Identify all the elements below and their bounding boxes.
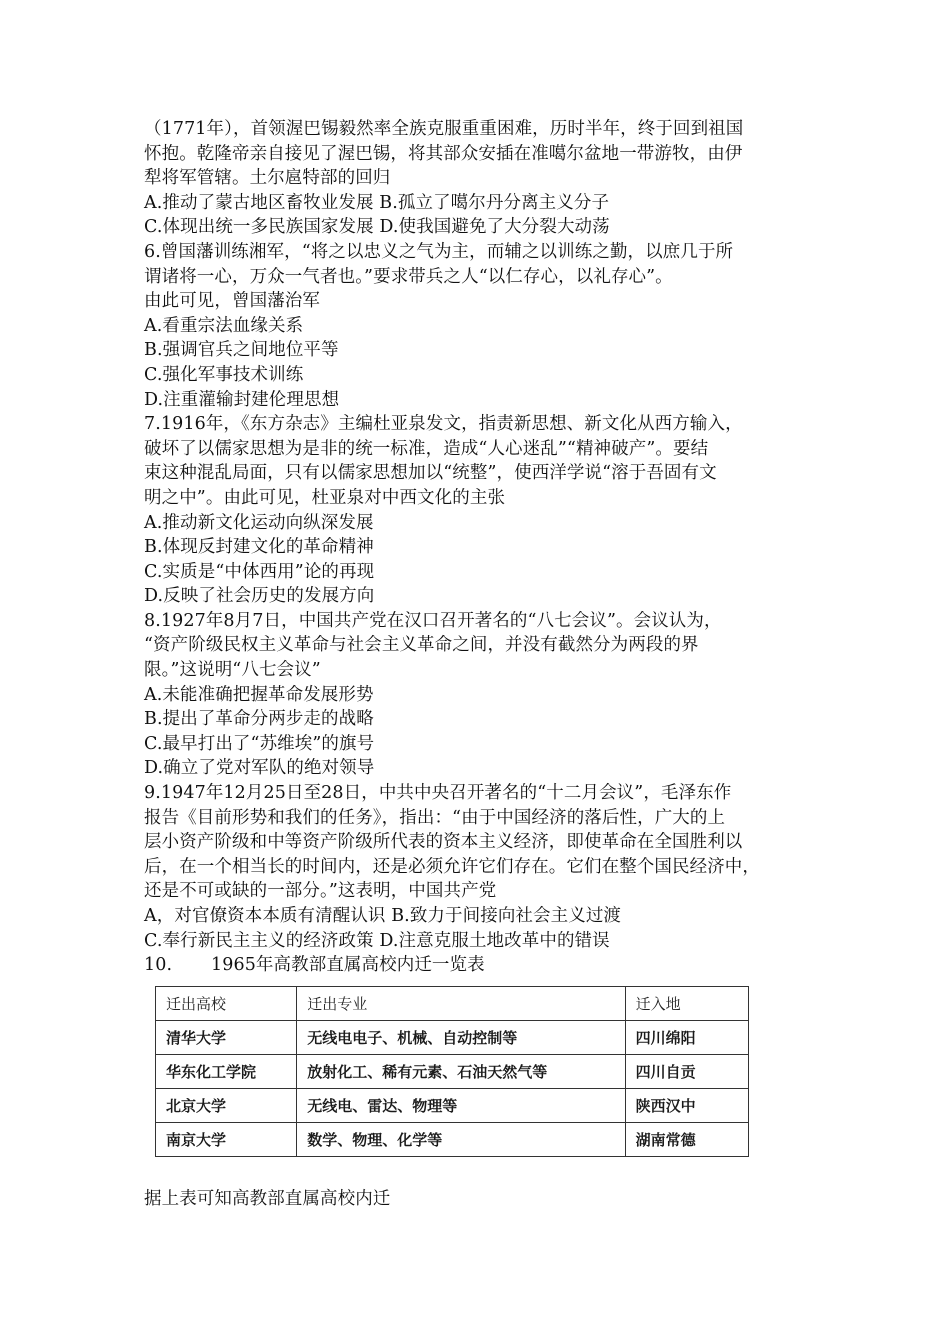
question-stem: 9.1947年12月25日至28日，中共中央召开著名的“十二月会议”，毛泽东作 (144, 783, 732, 804)
text-line: 限。”这说明“八七会议” (144, 660, 321, 681)
question-5-tail (144, 117, 810, 240)
header-cell-destination: 迁入地 (625, 986, 748, 1020)
text-line: （1771年），首领渥巴锡毅然率全族克服重重困难，历时半年，终于回到祖国 (144, 119, 744, 139)
option-c: C.最早打出了“苏维埃”的旗号 (144, 733, 375, 754)
option-d: D.注重灌输封建伦理思想 (144, 389, 340, 410)
cell-destination: 陕西汉中 (625, 1088, 748, 1122)
question-10-stem: 据上表可知高教部直属高校内迁 (144, 1188, 391, 1209)
text-line: 犁将军管辖。土尔扈特部的回归 (144, 168, 391, 189)
text-line: 后，在一个相当长的时间内，还是必须允许它们存在。它们在整个国民经济中， (144, 856, 760, 877)
text-line: 由此可见，曾国藩治军 (144, 291, 320, 312)
option-d: D.确立了党对军队的绝对领导 (144, 758, 375, 779)
question-number: 10. (144, 955, 173, 976)
option-d: D.反映了社会历史的发展方向 (144, 586, 375, 607)
option-b: B.强调官兵之间地位平等 (144, 340, 339, 361)
question-stem: 7.1916年，《东方杂志》主编杜亚泉发文，指责新思想、新文化从西方输入， (144, 414, 743, 435)
cell-destination: 四川自贡 (625, 1054, 748, 1088)
text-line: 束这种混乱局面，只有以儒家思想加以“统整”，使西洋学说“溶于吾固有文 (144, 463, 717, 484)
cell-school: 华东化工学院 (156, 1054, 297, 1088)
table-row (156, 1054, 749, 1088)
option-c: C.实质是“中体西用”论的再现 (144, 561, 375, 582)
option-a: A.未能准确把握革命发展形势 (144, 684, 374, 705)
option-a: A.推动新文化运动向纵深发展 (144, 512, 374, 533)
relocation-table (155, 986, 749, 1157)
question-7 (144, 412, 810, 609)
option-line: C.体现出统一多民族国家发展 D.使我国避免了大分裂大动荡 (144, 217, 610, 238)
option-b: B.体现反封建文化的革命精神 (144, 537, 374, 558)
text-line: 还是不可或缺的一部分。”这表明，中国共产党 (144, 881, 497, 902)
cell-school: 南京大学 (156, 1122, 297, 1156)
option-line: C.奉行新民主主义的经济政策 D.注意克服土地改革中的错误 (144, 930, 610, 951)
header-cell-school: 迁出高校 (156, 986, 297, 1020)
table-row (156, 1088, 749, 1122)
text-line: “资产阶级民权主义革命与社会主义革命之间，并没有截然分为两段的界 (144, 635, 699, 656)
cell-major: 无线电电子、机械、自动控制等 (297, 1020, 625, 1054)
text-line: 破坏了以儒家思想为是非的统一标准，造成“人心迷乱”“精神破产”。要结 (144, 438, 709, 459)
cell-destination: 湖南常德 (625, 1122, 748, 1156)
question-10 (144, 953, 810, 1211)
cell-major: 无线电、雷达、物理等 (297, 1088, 625, 1122)
question-6 (144, 240, 810, 412)
text-line: 明之中”。由此可见，杜亚泉对中西文化的主张 (144, 487, 506, 508)
question-10-heading (144, 953, 810, 978)
text-line: 层小资产阶级和中等资产阶级所代表的资本主义经济，即使革命在全国胜利以 (144, 832, 743, 853)
question-stem: 6.曾国藩训练湘军，“将之以忠义之气为主，而辅之以训练之勤，以庶几于所 (144, 241, 734, 262)
table-row (156, 1122, 749, 1156)
cell-school: 北京大学 (156, 1088, 297, 1122)
table-header-row (156, 986, 749, 1020)
option-line: A，对官僚资本本质有清醒认识 B.致力于间接向社会主义过渡 (144, 906, 622, 926)
question-9 (144, 781, 810, 953)
question-8 (144, 609, 810, 781)
cell-major: 放射化工、稀有元素、石油天然气等 (297, 1054, 625, 1088)
cell-destination: 四川绵阳 (625, 1020, 748, 1054)
header-cell-major: 迁出专业 (297, 986, 625, 1020)
option-a: A.看重宗法血缘关系 (144, 315, 304, 336)
table-title: 1965年高教部直属高校内迁一览表 (211, 955, 485, 976)
text-line: 怀抱。乾隆帝亲自接见了渥巴锡，将其部众安插在准噶尔盆地一带游牧，由伊 (144, 143, 743, 164)
cell-school: 清华大学 (156, 1020, 297, 1054)
table-row (156, 1020, 749, 1054)
option-c: C.强化军事技术训练 (144, 364, 304, 385)
question-stem: 8.1927年8月7日，中国共产党在汉口召开著名的“八七会议”。会议认为， (144, 610, 722, 631)
text-line: 报告《目前形势和我们的任务》，指出：“由于中国经济的落后性，广大的上 (144, 807, 726, 828)
table-container (155, 986, 810, 1157)
text-line: 谓诸将一心，万众一气者也。”要求带兵之人“以仁存心，以礼存心”。 (144, 266, 673, 287)
cell-major: 数学、物理、化学等 (297, 1122, 625, 1156)
option-b: B.提出了革命分两步走的战略 (144, 709, 374, 730)
option-line: A.推动了蒙古地区畜牧业发展 B.孤立了噶尔丹分离主义分子 (144, 192, 610, 213)
